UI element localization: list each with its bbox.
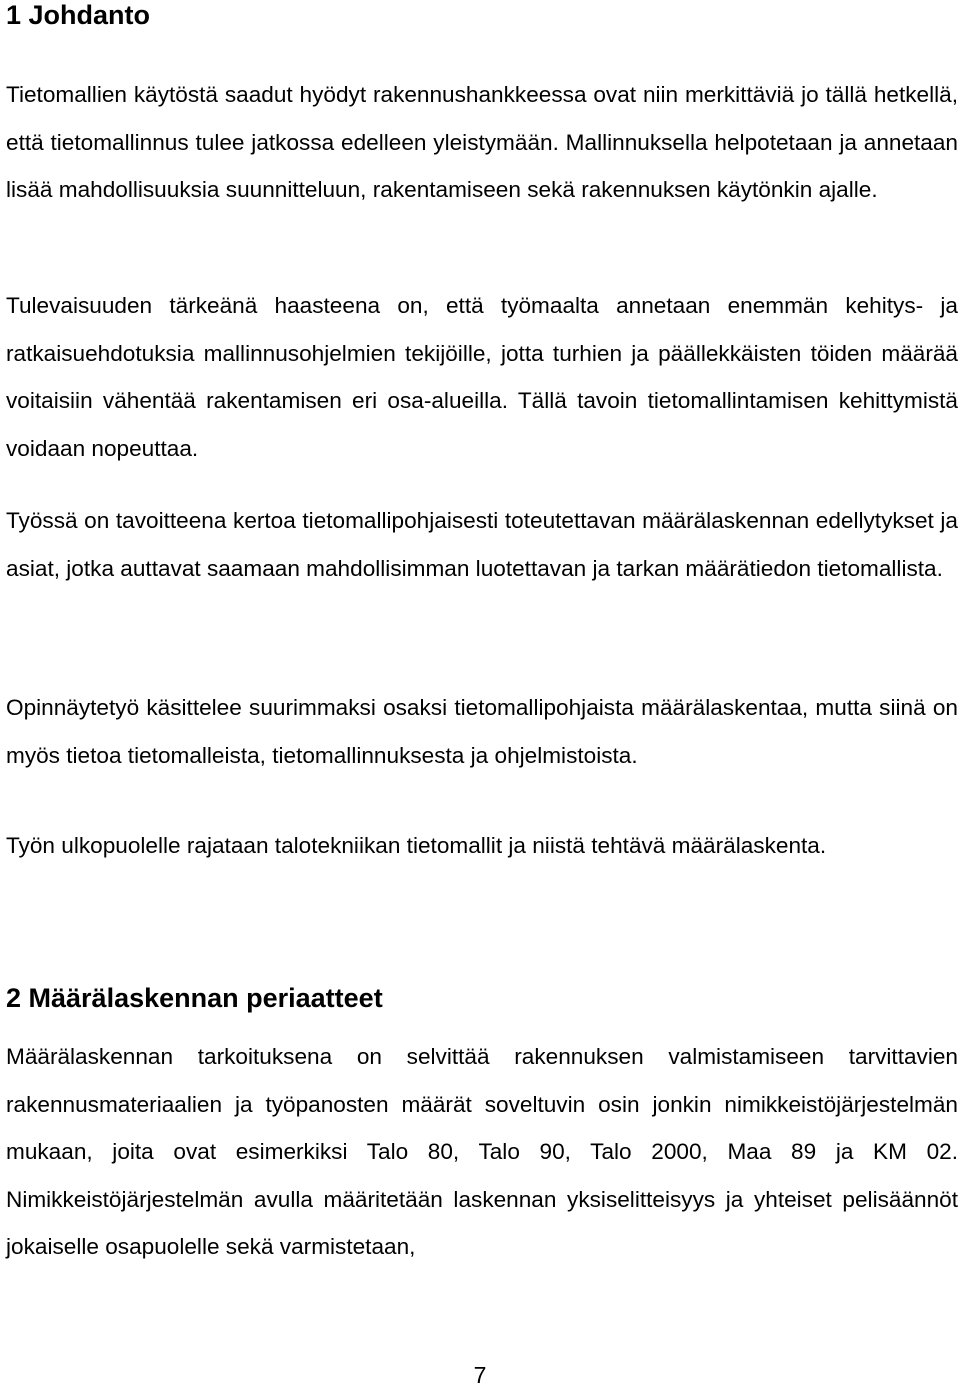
paragraph-bim-benefits: Tietomallien käytöstä saadut hyödyt rakennushankkeessa ovat niin merkittäviä jo tällä hetkellä, että tietomallinnus tulee jatkossa edelleen yleistymään. Mallinnuksella helpotetaan ja annetaan lisää mahdollisuuksia suunnitteluun, rakentamiseen sekä rakennuksen käytönkin ajalle.	[6, 82, 958, 202]
paragraph-quantity-takeoff-purpose: Määrälaskennan tarkoituksena on selvittää rakennuksen valmistamiseen tarvittavien rakennusmateriaalien ja työpanosten määrät soveltuvin osin jonkin nimikkeistöjärjestelmän mukaan, joita ovat esimerkiksi Talo 80, Talo 90, Talo 2000, Maa 89 ja KM 02. Nimikkeistöjärjestelmän avulla määritetään laskennan yksiselitteisyys ja yhteiset pelisäännöt jokaiselle osapuolelle sekä varmistetaan,	[6, 1044, 958, 1259]
section-heading-quantity-takeoff-principles: 2 Määrälaskennan periaatteet	[6, 983, 383, 1013]
paragraph-future-challenge: Tulevaisuuden tärkeänä haasteena on, että työmaalta annetaan enemmän kehitys- ja ratkaisuehdotuksia mallinnusohjelmien tekijöille, jotta turhien ja päällekkäisten töiden määrää voitaisiin vähentää rakentamisen eri osa-alueilla. Tällä tavoin tietomallintamisen kehittymistä voidaan nopeuttaa.	[6, 293, 958, 461]
paragraph-thesis-goal: Työssä on tavoitteena kertoa tietomallipohjaisesti toteutettavan määrälaskennan edellytykset ja asiat, jotka auttavat saamaan mahdollisimman luotettavan ja tarkan määrätiedon tietomallista.	[6, 508, 958, 581]
section-heading-introduction: 1 Johdanto	[6, 0, 151, 30]
paragraph-exclusions: Työn ulkopuolelle rajataan talotekniikan tietomallit ja niistä tehtävä määrälaskenta.	[6, 833, 827, 858]
paragraph-thesis-scope: Opinnäytetyö käsittelee suurimmaksi osaksi tietomallipohjaista määrälaskentaa, mutta siinä on myös tietoa tietomalleista, tietomallinnuksesta ja ohjelmistoista.	[6, 695, 958, 768]
page-number: 7	[473, 1362, 487, 1388]
